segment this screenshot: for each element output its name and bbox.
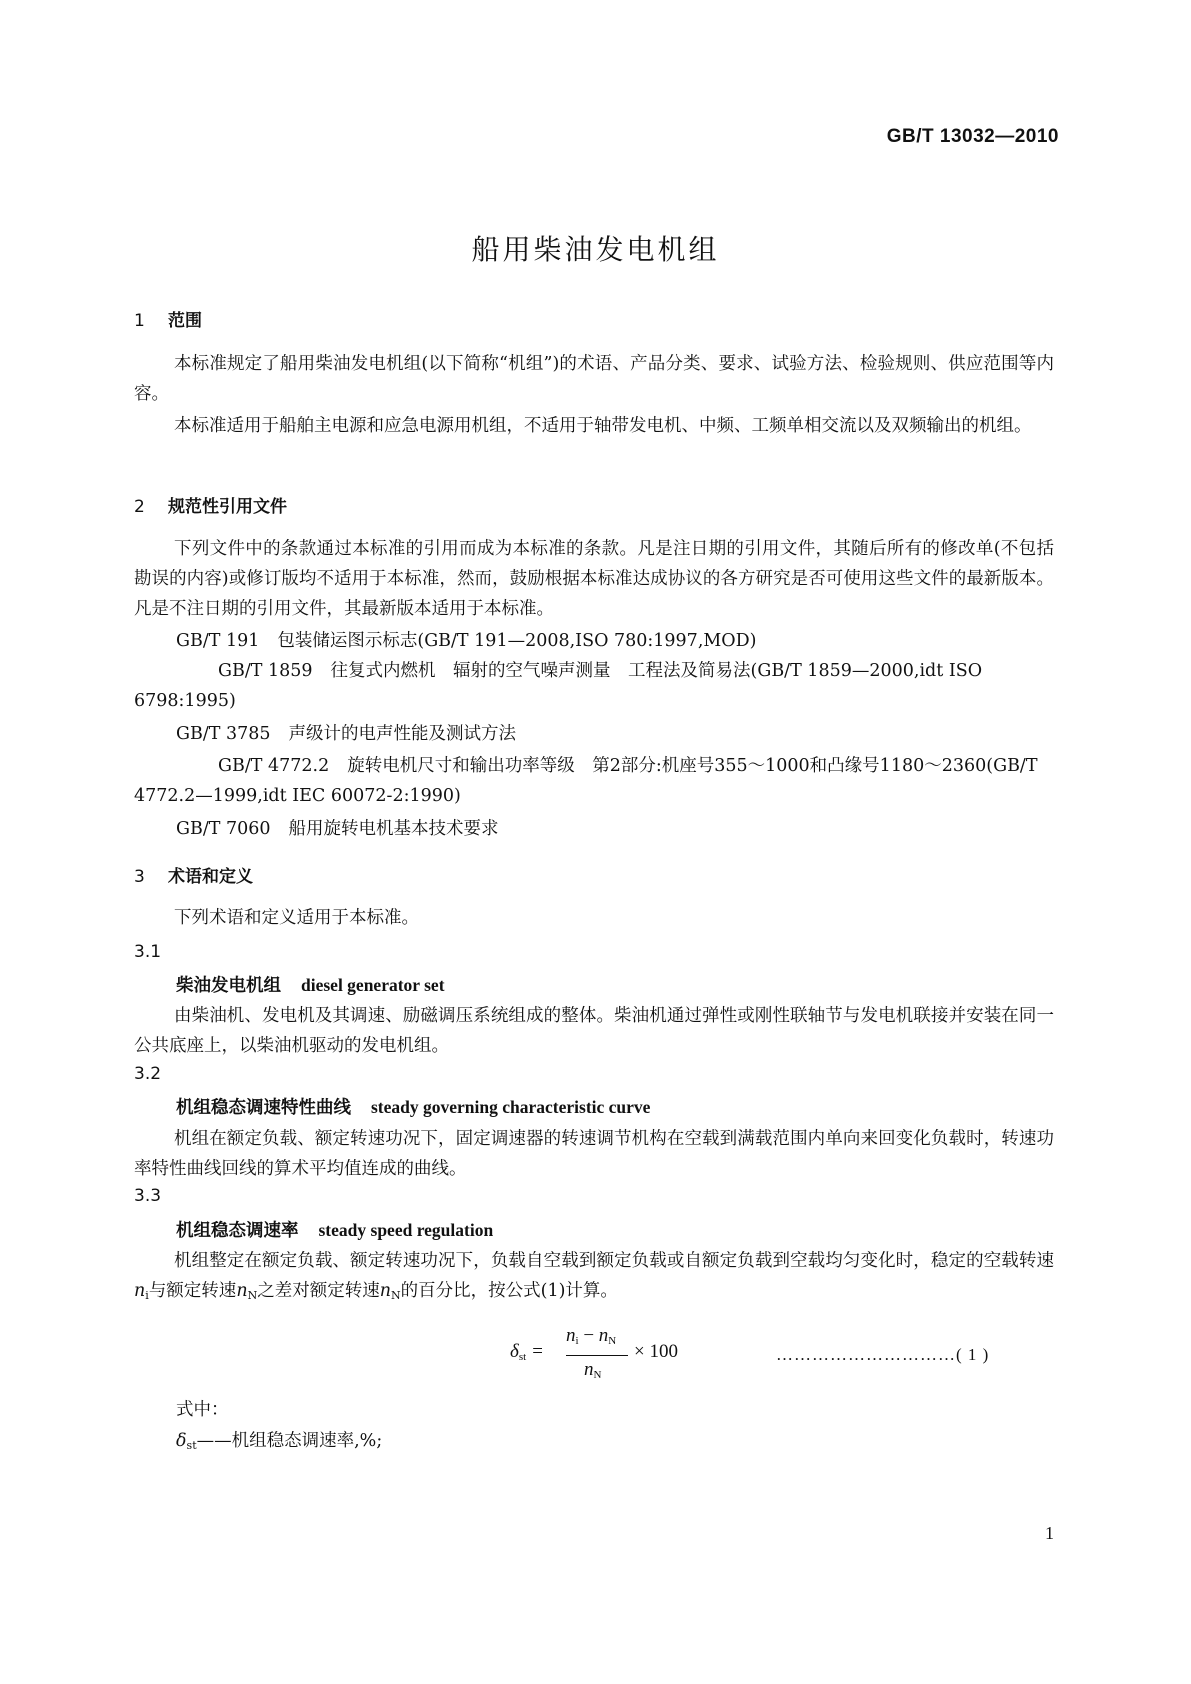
page-number: 1: [1045, 1523, 1054, 1543]
symbol: $n_i$: [134, 1281, 149, 1302]
paragraph: 下列术语和定义适用于本标准。: [174, 908, 419, 928]
definition-text: 的百分比，按公式(1)计算。: [400, 1281, 618, 1301]
formula-denominator: $n_N$: [584, 1359, 602, 1381]
symbol: $n_N$: [379, 1281, 401, 1302]
normative-reference: [176, 626, 1056, 656]
standard-number: GB/T 13032—2010: [886, 126, 1059, 147]
normative-reference: [134, 656, 1056, 716]
paragraph: 下列文件中的条款通过本标准的引用而成为本标准的条款。凡是注日期的引用文件，其随后所有的修改单(不包括勘误的内容)或修订版均不适用于本标准，然而，鼓励根据本标准达成协议的各方研究是否可使用这些文件的最新版本。凡是不注日期的引用文件，其最新版本适用于本标准。: [134, 539, 1054, 619]
formula-1: [510, 1325, 1050, 1391]
definition-text: 之差对额定转速: [257, 1281, 380, 1301]
reference-code: GB/T 4772.2: [218, 756, 330, 776]
formula-numerator: $n_i - n_N$: [566, 1325, 617, 1347]
reference-code: GB/T 191: [176, 631, 260, 651]
clause-number: 3.2: [134, 1064, 162, 1084]
term-definition: [134, 1246, 1054, 1311]
reference-title: 旋转电机尺寸和输出功率等级 第2部分:机座号355～1000和凸缘号1180～2360(GB/T 4772.2—1999,idt IEC 60072-2:1990): [134, 756, 1038, 806]
section-number: 3: [134, 867, 145, 887]
variable-text: ——机组稳态调速率,%;: [196, 1431, 383, 1451]
term-en: steady speed regulation: [318, 1220, 494, 1240]
term-definition: 由柴油机、发电机及其调速、励磁调压系统组成的整体。柴油机通过弹性或刚性联轴节与发电机联接并安装在同一公共底座上，以柴油机驱动的发电机组。: [134, 1006, 1054, 1056]
where-label: 式中：: [176, 1400, 229, 1420]
term-heading: [176, 1094, 650, 1119]
document-title: 船用柴油发电机组: [471, 233, 720, 266]
symbol: $n_N$: [236, 1281, 258, 1302]
formula-lhs: $\delta_{st}$ =: [510, 1341, 544, 1363]
term-heading: [176, 1217, 493, 1242]
paragraph: 本标准适用于船舶主电源和应急电源用机组，不适用于轴带发电机、中频、工频单相交流以及双频输出的机组。: [174, 416, 1032, 436]
formula-label: …………………………( 1 ): [776, 1345, 990, 1364]
term-cn: 机组稳态调速特性曲线: [176, 1098, 351, 1118]
reference-title: 声级计的电声性能及测试方法: [288, 724, 517, 744]
term-definition: 机组在额定负载、额定转速功况下，固定调速器的转速调节机构在空载到满载范围内单向来回变化负载时，转速功率特性曲线回线的算术平均值连成的曲线。: [134, 1129, 1054, 1179]
term-en: steady governing characteristic curve: [371, 1097, 651, 1117]
term-cn: 机组稳态调速率: [176, 1221, 299, 1241]
reference-code: GB/T 7060: [176, 819, 271, 839]
section-title: 规范性引用文件: [168, 497, 287, 517]
term-heading: [176, 972, 445, 997]
term-en: diesel generator set: [301, 975, 445, 995]
section-title: 术语和定义: [168, 867, 253, 887]
fraction-bar: [566, 1355, 628, 1356]
reference-code: GB/T 3785: [176, 724, 271, 744]
reference-title: 包装储运图示标志(GB/T 191—2008,ISO 780:1997,MOD): [277, 631, 757, 651]
section-title: 范围: [168, 311, 202, 331]
formula-multiplier: × 100: [634, 1341, 678, 1362]
section-number: 2: [134, 497, 145, 517]
variable-definition: $\delta_{st}——$机组稳态调速率,%;: [176, 1431, 383, 1452]
definition-text: 与额定转速: [148, 1281, 237, 1301]
normative-reference: [134, 751, 1056, 811]
normative-reference: [176, 814, 1056, 844]
normative-reference: [176, 719, 1056, 749]
symbol: δ: [176, 1431, 187, 1451]
reference-title: 船用旋转电机基本技术要求: [288, 819, 499, 839]
clause-number: 3.1: [134, 942, 162, 962]
paragraph: 本标准规定了船用柴油发电机组(以下简称“机组”)的术语、产品分类、要求、试验方法、检验规则、供应范围等内容。: [134, 354, 1054, 404]
definition-text: 机组整定在额定负载、额定转速功况下，负载自空载到额定负载或自额定负载到空载均匀变化时，稳定的空载转速: [174, 1251, 1054, 1271]
section-number: 1: [134, 311, 145, 331]
reference-code: GB/T 1859: [218, 661, 313, 681]
section-3-heading: [134, 862, 253, 887]
clause-number: 3.3: [134, 1186, 162, 1206]
reference-title: 往复式内燃机 辐射的空气噪声测量 工程法及简易法(GB/T 1859—2000,idt ISO 6798:1995): [134, 661, 983, 711]
term-cn: 柴油发电机组: [176, 976, 281, 996]
section-1-heading: [134, 306, 202, 331]
section-2-heading: [134, 492, 287, 517]
